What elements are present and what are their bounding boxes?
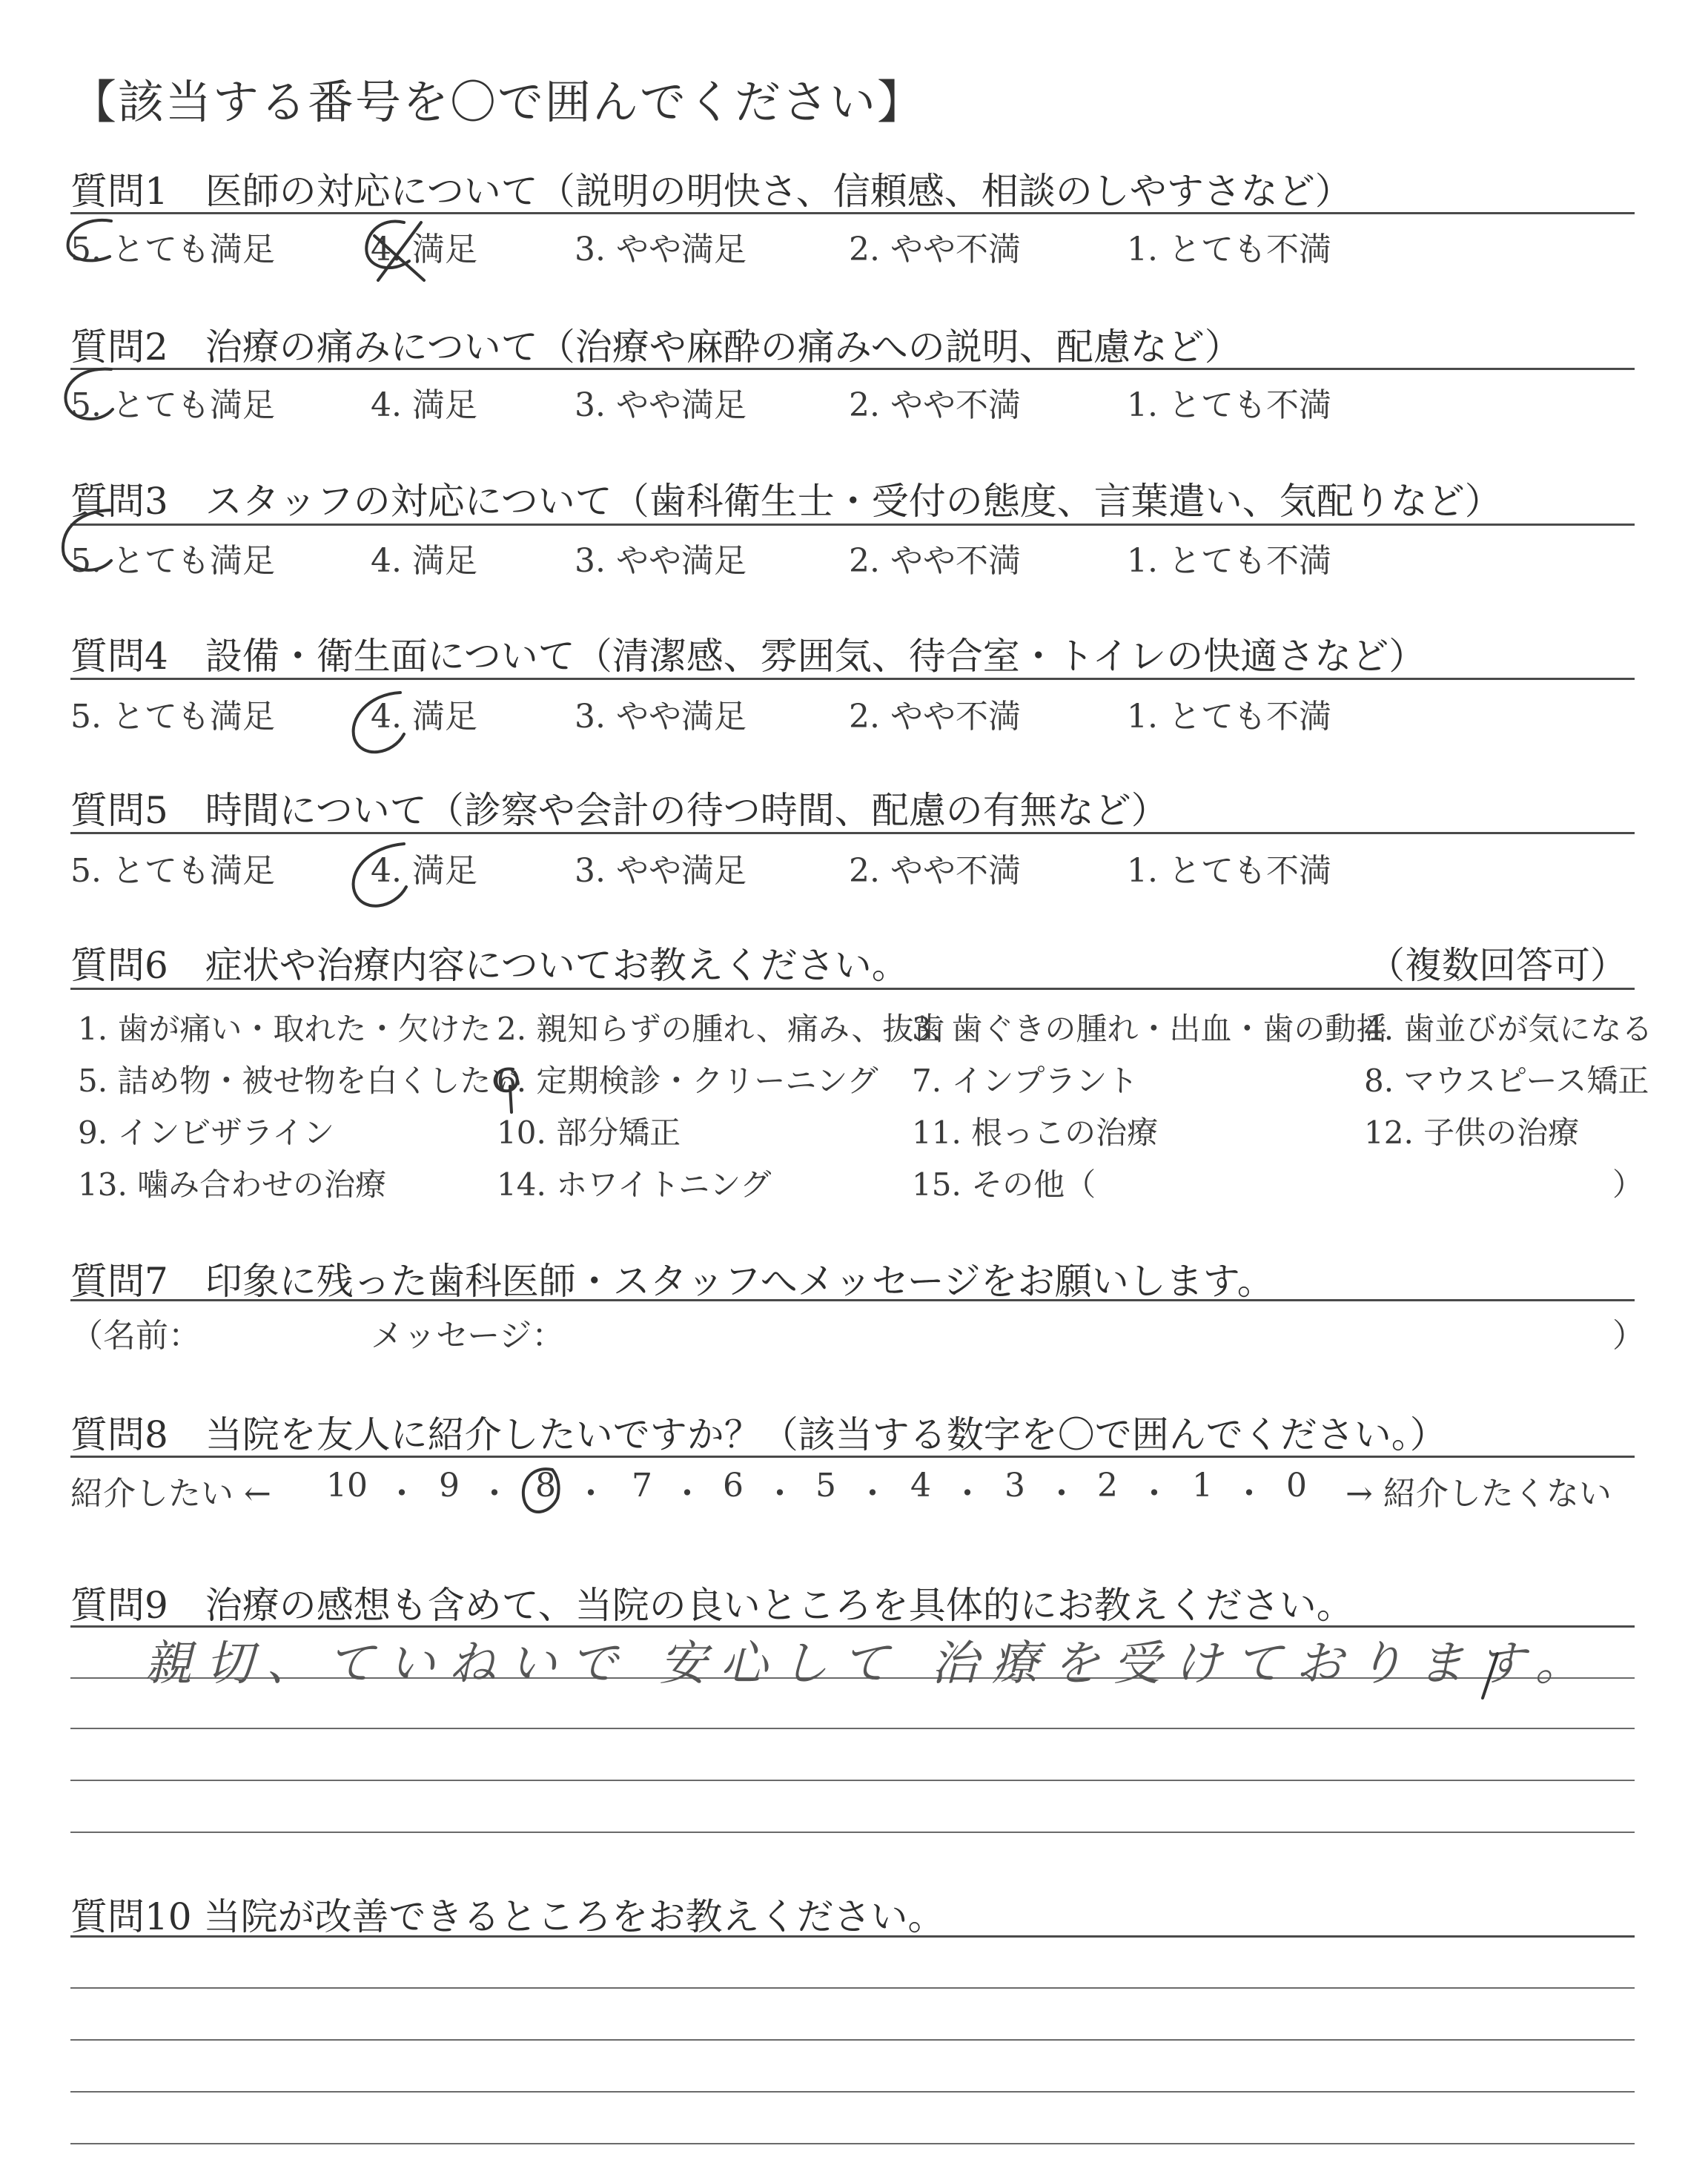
q6-item-14[interactable]: 14. ホワイトニング (497, 1166, 772, 1203)
q8-left-label: 紹介したい ← (70, 1475, 271, 1513)
q10-heading: 質問10 当院が改善できるところをお教えください。 (70, 1895, 945, 1938)
q6-item-10[interactable]: 10. 部分矯正 (497, 1114, 681, 1151)
q3-option-5[interactable]: 5. とても満足 (70, 542, 275, 580)
q4-option-3[interactable]: 3. やや満足 (575, 698, 747, 736)
q8-sep: ・ (951, 1475, 984, 1513)
q1-heading: 質問1 医師の対応について（説明の明快さ、信頼感、相談のしやすさなど） (70, 170, 1352, 213)
q7-close-paren: ） (1612, 1317, 1645, 1355)
q9-handwritten-answer[interactable]: 親切、ていねいで 安心して 治療を受けております。 (145, 1636, 1596, 1691)
q8-score-4[interactable]: 4 (910, 1467, 931, 1505)
q6-note: （複数回答可） (1368, 944, 1627, 987)
q8-score-2[interactable]: 2 (1097, 1467, 1118, 1505)
q2-heading: 質問2 治療の痛みについて（治療や麻酔の痛みへの説明、配慮など） (70, 326, 1242, 369)
q4-heading: 質問4 設備・衛生面について（清潔感、雰囲気、待合室・トイレの快適さなど） (70, 635, 1426, 678)
q8-sep: ・ (385, 1475, 418, 1513)
q8-heading: 質問8 当院を友人に紹介したいですか？（該当する数字を〇で囲んでください。） (70, 1413, 1447, 1456)
q6-item-1[interactable]: 1. 歯が痛い・取れた・欠けた (78, 1011, 491, 1047)
q3-circle-mark (63, 510, 111, 570)
q6-item-15-close: ） (1612, 1166, 1644, 1203)
q8-sep: ・ (1233, 1475, 1265, 1513)
q8-score-3[interactable]: 3 (1004, 1467, 1025, 1505)
q4-circle-mark (354, 693, 404, 752)
q8-score-5[interactable]: 5 (815, 1467, 836, 1505)
q8-sep: ・ (575, 1475, 607, 1513)
q7-name-label[interactable]: （名前： (70, 1317, 201, 1355)
q6-item-9[interactable]: 9. インビザライン (78, 1114, 335, 1151)
q7-message-label[interactable]: メッセージ： (371, 1317, 565, 1355)
q4-option-2[interactable]: 2. やや不満 (849, 698, 1021, 736)
q8-score-10[interactable]: 10 (326, 1467, 368, 1505)
q8-sep: ・ (1045, 1475, 1078, 1513)
q5-option-5[interactable]: 5. とても満足 (70, 852, 275, 890)
q4-option-1[interactable]: 1. とても不満 (1127, 698, 1331, 736)
q6-item-2[interactable]: 2. 親知らずの腫れ、痛み、抜歯 (497, 1011, 945, 1047)
q8-score-7[interactable]: 7 (632, 1467, 652, 1505)
q1-cross-mark (374, 222, 424, 280)
q1-option-5[interactable]: 5. とても満足 (70, 231, 275, 268)
q6-circle-mark (495, 1069, 517, 1112)
q5-option-1[interactable]: 1. とても不満 (1127, 852, 1331, 890)
q7-heading: 質問7 印象に残った歯科医師・スタッフへメッセージをお願いします。 (70, 1260, 1274, 1303)
q8-score-1[interactable]: 1 (1192, 1467, 1213, 1505)
q5-option-4[interactable]: 4. 満足 (371, 852, 477, 890)
q6-item-11[interactable]: 11. 根っこの治療 (912, 1114, 1159, 1151)
q5-option-2[interactable]: 2. やや不満 (849, 852, 1021, 890)
q6-item-7[interactable]: 7. インプラント (912, 1063, 1139, 1099)
q6-heading: 質問6 症状や治療内容についてお教えください。 (70, 944, 909, 987)
q8-score-9[interactable]: 9 (439, 1467, 460, 1505)
q1-option-1[interactable]: 1. とても不満 (1127, 231, 1331, 268)
q5-option-3[interactable]: 3. やや満足 (575, 852, 747, 890)
q8-sep: ・ (856, 1475, 889, 1513)
q8-score-8[interactable]: 8 (535, 1467, 556, 1505)
form-title: 【該当する番号を〇で囲んでください】 (70, 75, 925, 129)
q5-circle-mark (354, 844, 406, 906)
q6-item-5[interactable]: 5. 詰め物・被せ物を白くしたい (78, 1063, 523, 1099)
q2-option-4[interactable]: 4. 満足 (371, 386, 477, 424)
q8-sep: ・ (1138, 1475, 1171, 1513)
q3-option-1[interactable]: 1. とても不満 (1127, 542, 1331, 580)
q1-option-3[interactable]: 3. やや満足 (575, 231, 747, 268)
q6-item-6[interactable]: 6. 定期検診・クリーニング (497, 1063, 878, 1099)
q3-option-3[interactable]: 3. やや満足 (575, 542, 747, 580)
q8-circle-mark (523, 1469, 559, 1512)
q6-item-3[interactable]: 3. 歯ぐきの腫れ・出血・歯の動揺 (912, 1011, 1388, 1047)
q4-option-4[interactable]: 4. 満足 (371, 698, 477, 736)
q6-item-8[interactable]: 8. マウスピース矯正 (1364, 1063, 1649, 1099)
q2-option-3[interactable]: 3. やや満足 (575, 386, 747, 424)
q8-sep: ・ (764, 1475, 796, 1513)
q6-item-13[interactable]: 13. 噛み合わせの治療 (78, 1166, 387, 1203)
q8-sep: ・ (478, 1475, 511, 1513)
q3-option-4[interactable]: 4. 満足 (371, 542, 477, 580)
q6-item-12[interactable]: 12. 子供の治療 (1364, 1114, 1580, 1151)
q8-score-0[interactable]: 0 (1286, 1467, 1307, 1505)
q5-heading: 質問5 時間について（診察や会計の待つ時間、配慮の有無など） (70, 789, 1168, 832)
q6-item-15[interactable]: 15. その他（ (912, 1166, 1096, 1203)
q4-option-5[interactable]: 5. とても満足 (70, 698, 275, 736)
q3-option-2[interactable]: 2. やや不満 (849, 542, 1021, 580)
q3-heading: 質問3 スタッフの対応について（歯科衛生士・受付の態度、言葉遣い、気配りなど） (70, 480, 1502, 523)
q1-option-2[interactable]: 2. やや不満 (849, 231, 1021, 268)
q2-option-1[interactable]: 1. とても不満 (1127, 386, 1331, 424)
q2-option-5[interactable]: 5. とても満足 (70, 386, 275, 424)
q8-sep: ・ (671, 1475, 704, 1513)
q9-end-stroke (1483, 1654, 1497, 1698)
q9-heading: 質問9 治療の感想も含めて、当院の良いところを具体的にお教えください。 (70, 1584, 1354, 1627)
q1-option-4[interactable]: 4. 満足 (371, 231, 477, 268)
q2-option-2[interactable]: 2. やや不満 (849, 386, 1021, 424)
q1-partial-circle-mark (68, 220, 111, 260)
q8-score-6[interactable]: 6 (723, 1467, 744, 1505)
q8-right-label: → 紹介したくない (1345, 1475, 1612, 1513)
q6-item-4[interactable]: 4. 歯並びが気になる (1364, 1011, 1653, 1047)
q2-circle-mark (65, 369, 113, 419)
